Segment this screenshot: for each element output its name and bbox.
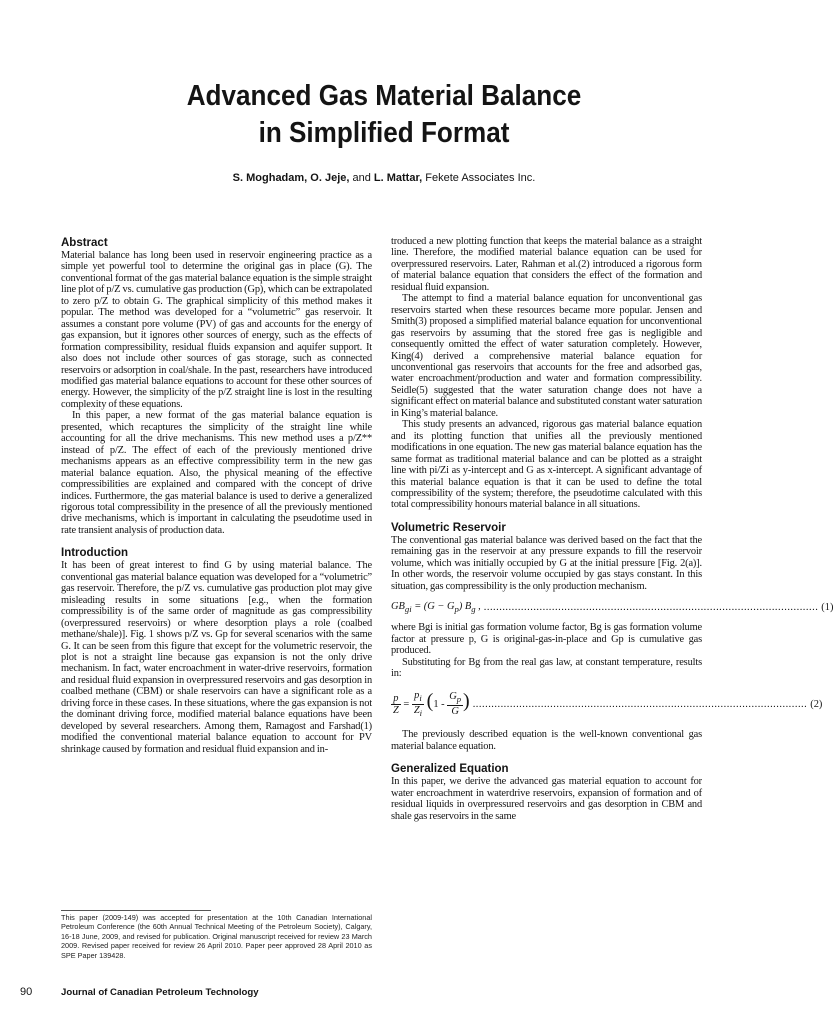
abstract-heading: Abstract: [61, 237, 108, 249]
equation-1: [391, 595, 833, 619]
volumetric-paragraph-4: The previously described equation is the well-known conventional gas material balance equation.: [391, 729, 702, 752]
equation-2: [391, 682, 823, 726]
title-line-1: Advanced Gas Material Balance: [186, 80, 582, 112]
authors-group-1: S. Moghadam, O. Jeje,: [232, 172, 350, 184]
footnote: This paper (2009-149) was accepted for presentation at the 10th Canadian International Petroleum Conference (the 60th Annual Technical Meeting of the Petroleum Society), Calgary, 16-18 June, 2009, and revised for publication. Original manuscript received for review 23 March 2009. Revised paper received for review 26 April 2010. Paper peer approved 28 April 2010 as SPE Paper 139428.: [61, 913, 372, 960]
volumetric-heading: Volumetric Reservoir: [391, 521, 506, 534]
page-number: 90: [20, 986, 33, 998]
intro-paragraph-study: This study presents an advanced, rigorous gas material balance equation and its plotting function that unifies all the previously mentioned modifications in one equation. The new gas material balance equation has the same format as traditional material balance and can be plotted as a straight line with pi/Zi as y-intercept and G as x-intercept. A significant advantage of this material balance equation is that it can be used to define the total compressibility of the system; therefore, the pseudotime calculated with this total compressibility honours material balance in all situations.: [391, 419, 702, 511]
volumetric-paragraph-3: Substituting for Bg from the real gas law, at constant temperature, results in:: [391, 656, 702, 679]
equation-2-leader: ............................................................................................................: [472, 698, 808, 710]
equation-1-expression: $GB_{gi} = (G - G_p)$ $B_g$ ,: [391, 600, 481, 614]
introduction-paragraph-1: It has been of great interest to find G by using material balance. The conventional gas material balance equation was developed for a “volumetric” gas reservoir. Therefore, the p/Z vs. cumulative gas production plot may give misleading results in some situations [e.g., when the formation compressibility is of the same order of magnitude as gas compressibility (overpressured reservoirs) or where desorption plays a role (coalbed methane/shale)]. Fig. 1 shows p/Z vs. Gp for several scenarios with the same G. It can be seen from this figure that except for the volumetric reservoir, the plot is not a straight line because gas expansion is not the only drive mechanism. In fact, water encroachment in water-drive reservoirs, formation and residual fluid expansion in overpressured reservoirs and gas desorption in coalbed methane (CBM) or shale reservoirs can have a significant role as a driving force in these cases. In these situations, where the gas expansion is not the dominant driving force, modified material balance equations have been developed by several researchers. Among them, Ramagost and Farshad(1) modified the conventional material balance equation to account for PV shrinkage caused by formation and residual fluid expansion and in-: [61, 560, 372, 755]
footnote-divider: [61, 910, 211, 911]
volumetric-paragraph-2: where Bgi is initial gas formation volume factor, Bg is gas formation volume factor at pressure p, G is original-gas-in-place and Gp is cumulative gas produced.: [391, 622, 702, 657]
equation-2-number: (2): [810, 698, 823, 710]
introduction-heading: Introduction: [61, 547, 129, 560]
equation-1-number: (1): [821, 601, 833, 613]
left-column: [61, 236, 372, 755]
abstract-paragraph-2: In this paper, a new format of the gas material balance equation is presented, which recaptures the simplicity of the straight line while accounting for all the drive mechanisms. This new method uses a p/Z** instead of p/Z. The effect of each of the previously mentioned drive mechanisms appears as an effective compressibility term in the new gas material balance equation. Also, the physical meaning of the effective compressibilities are explained and compared with the concept of drive indices. Furthermore, the gas material balance is used to derive a generalized rigorous total compressibility in the presence of all the previously mentioned drive mechanisms, which is important in calculating the pseudotime used in rate transient analysis of production data.: [61, 410, 372, 536]
authors-and: and: [349, 172, 374, 184]
equation-1-leader: ............................................................................................................: [483, 601, 819, 613]
abstract-paragraph-1: Material balance has long been used in reservoir engineering practice as a simple yet powerful tool to determine the original gas in place (G). The conventional format of the gas material balance equation is the simple straight line plot of p/Z vs. cumulative gas production (Gp), which can be extrapolated to zero p/Z to obtain G. The graphical simplicity of this method makes it popular. The method was developed for a “volumetric” gas reservoir. It assumes a constant pore volume (PV) of gas and accounts for the energy of gas expansion, but it ignores other sources of energy, such as the effects of formation compressibility, residual fluids expansion and aquifer support. It also does not include other sources of gas storage, such as connected reservoirs or adsorption in coal/shale. In the past, researchers have introduced modified gas material balance equations to account for these other sources of energy. However, the simplicity of the p/Z straight line is lost in the resulting complexity of these equations.: [61, 250, 372, 410]
title-line-2: in Simplified Format: [258, 117, 510, 149]
equation-2-expression: $\frac{p}{Z}$ = $\frac{p_i}{Z_i}$ (1 - $\frac{G_p}{G}$ ): [393, 689, 470, 718]
generalized-paragraph-1: In this paper, we derive the advanced gas material equation to account for water encroachment in waterdrive reservoirs, expansion of formation and of residual liquids in overpressured reservoirs and gas desorption in CBM and shale gas reservoirs in the same: [391, 776, 702, 822]
author-affiliation: Fekete Associates Inc.: [422, 172, 536, 184]
author-line: [0, 172, 768, 184]
paper-title: [38, 78, 729, 152]
intro-paragraph-unconventional: The attempt to find a material balance equation for unconventional gas reservoirs started when these resources became more popular. Jensen and Smith(3) proposed a simplified material balance equation for unconventional gas reservoirs by assuming that the stored free gas is negligible and consequently omitted the effect of water saturation completely. However, King(4) derived a comprehensive material balance equation for unconventional gas reservoirs that accounts for the free and adsorbed gas, water encroachment/production and water and formation compressibility. Seidle(5) suggested that the water saturation change does not have a significant effect on material balance and substituted constant water saturation in King’s material balance.: [391, 293, 702, 419]
journal-name: Journal of Canadian Petroleum Technology: [61, 987, 259, 998]
right-column: [391, 236, 833, 822]
generalized-heading: Generalized Equation: [391, 763, 509, 776]
intro-continued-paragraph: troduced a new plotting function that keeps the material balance as a straight line. Therefore, the modified material balance equation can be used for overpressured reservoirs. Later, Rahman et al.(2) introduced a rigorous form of material balance equation that considers the effect of the formation and residual fluid expansion.: [391, 236, 702, 293]
authors-group-2: L. Mattar,: [373, 172, 423, 184]
volumetric-paragraph-1: The conventional gas material balance was derived based on the fact that the remaining gas in the reservoir at any pressure expands to fill the reservoir volume, which was initially occupied by G at the initial pressure [Fig. 2(a)]. In other words, the reservoir volume occupied by gas stays constant. In this situation, gas compressibility is the only production mechanism.: [391, 534, 702, 592]
